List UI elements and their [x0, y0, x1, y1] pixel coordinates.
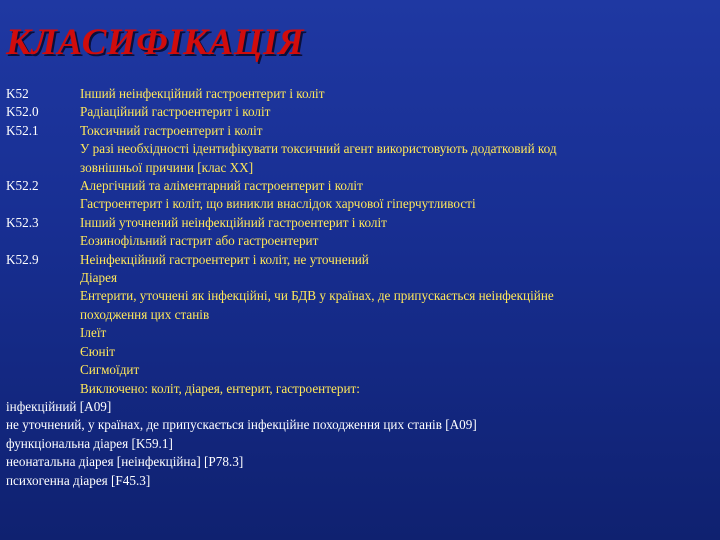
icd-code [6, 232, 80, 250]
icd-description: Інший неінфекційний гастроентерит і коліт [80, 86, 325, 101]
list-item [6, 306, 712, 324]
list-item [6, 324, 712, 342]
icd-code [6, 380, 80, 398]
exclusion-item: не уточнений, у країнах, де припускається інфекційне походження цих станів [A09] [6, 417, 477, 433]
icd-code: K52.9 [6, 251, 39, 267]
list-item [6, 85, 712, 103]
icd-code [6, 343, 80, 361]
exclusion-item: психогенна діарея [F45.3] [6, 472, 151, 488]
slide-title: КЛАСИФІКАЦІЯ [6, 22, 304, 63]
list-item [6, 103, 712, 121]
list-item [6, 214, 712, 232]
exclusion-heading: Виключено: коліт, діарея, ентерит, гастроентерит: [80, 380, 360, 396]
icd-description: Гастроентерит і коліт, що виникли внаслідок харчової гіперчутливості [80, 196, 476, 212]
icd-description: Неінфекційний гастроентерит і коліт, не уточнений [80, 251, 369, 267]
icd-description: Еозинофільний гастрит або гастроентерит [80, 233, 319, 249]
exclusion-item: функціональна діарея [K59.1] [6, 435, 173, 451]
icd-code [6, 195, 80, 213]
icd-code: K52 [6, 86, 29, 101]
icd-code [6, 287, 80, 305]
icd-description: походження цих станів [80, 306, 210, 322]
list-item [6, 361, 712, 379]
list-item [6, 343, 712, 361]
icd-description: У разі необхідності ідентифікувати токсичний агент використовують додатковий код [80, 141, 557, 157]
icd-code: K52.1 [6, 122, 39, 138]
exclusion-item: інфекційний [A09] [6, 398, 112, 414]
list-item [6, 269, 712, 287]
icd-code: K52.3 [6, 214, 39, 230]
list-item [6, 251, 712, 269]
icd-description: зовнішньої причини [клас XX] [80, 159, 254, 175]
icd-code: K52.2 [6, 178, 39, 194]
icd-code [6, 140, 80, 158]
exclusion-item: неонатальна діарея [неінфекційна] [P78.3] [6, 454, 244, 470]
icd-code [6, 159, 80, 177]
icd-description: Діарея [80, 270, 118, 286]
icd-description: Сигмоїдит [80, 362, 140, 378]
icd-code [6, 361, 80, 379]
icd-description: Єюніт [80, 343, 116, 359]
icd-code [6, 306, 80, 324]
icd-description: Токсичний гастроентерит і коліт [80, 122, 263, 138]
icd-description: Ілеїт [80, 325, 107, 341]
list-item [6, 140, 712, 158]
list-item [6, 159, 712, 177]
icd-code [6, 269, 80, 287]
list-item [6, 195, 712, 213]
icd-description: Алергічний та аліментарний гастроентерит і коліт [80, 178, 363, 194]
classification-list [6, 85, 712, 490]
icd-description: Інший уточнений неінфекційний гастроентерит і коліт [80, 214, 387, 230]
icd-description: Радіаційний гастроентерит і коліт [80, 104, 271, 120]
list-item [6, 232, 712, 250]
list-item [6, 122, 712, 140]
icd-code: K52.0 [6, 104, 39, 120]
icd-description: Ентерити, уточнені як інфекційні, чи БДВ у країнах, де припускається неінфекційне [80, 288, 554, 304]
list-item [6, 287, 712, 305]
list-item [6, 177, 712, 195]
list-item [6, 380, 712, 398]
icd-code [6, 324, 80, 342]
